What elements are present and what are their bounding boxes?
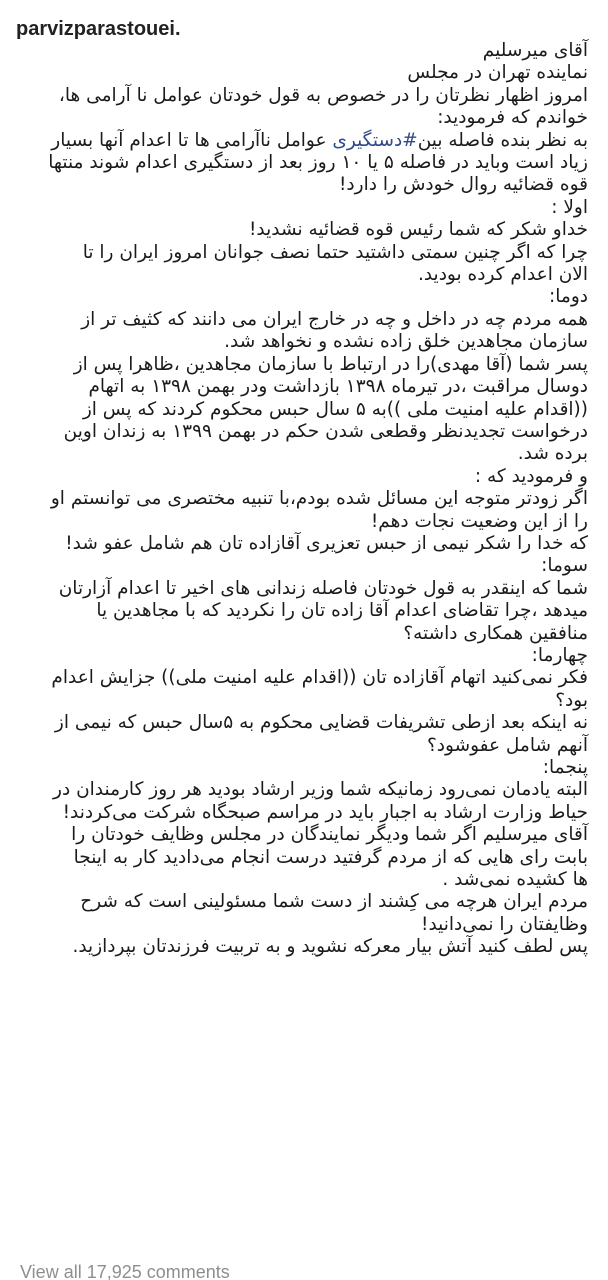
username-link[interactable]: parvizparastouei [16,17,175,40]
caption-line: امروز اظهار نظرتان را در خصوص به قول خودتان عوامل نا آرامی ها، [58,84,588,106]
caption-line: سازمان مجاهدین خلق زاده نشده و نخواهد شد. [224,331,588,353]
caption-line: سوما: [541,555,588,577]
caption-line: ها کشیده نمی‌شد . [442,869,588,891]
caption-line: آقای میرسلیم [482,40,588,61]
caption-line: دوما: [549,286,588,308]
caption-line: میدهد ،چرا تقاضای اعدام آقا زاده تان را نکردید که با مجاهدین یا [96,600,588,622]
caption-line: فکر نمی‌کنید اتهام آقازاده تان ((اقدام علیه امنیت ملی)) جزایش اعدام [51,667,588,689]
hashtag-link[interactable]: #دستگیری [332,129,418,151]
caption-line: آنهم شامل عفوشود؟ [426,734,588,756]
caption-line: بود؟ [555,689,588,711]
caption-text: به نظر بنده فاصله بین [417,129,588,151]
caption-line: وظایفتان را نمی‌دانید! [421,913,588,935]
caption-line: خواندم که فرمودید: [437,107,588,129]
caption-line: اگر زودتر متوجه این مسائل شده بودم،با تنبیه مختصری می توانستم او [50,488,588,510]
caption-line: زیاد است وباید در فاصله ۵ یا ۱۰ روز بعد از دستگیری اعدام شوند منتها [48,152,588,174]
caption-line: نماینده تهران در مجلس [407,62,588,84]
caption-line: البته یادمان نمی‌رود زمانیکه شما وزیر ارشاد بودید هر روز کارمندان در [53,779,588,801]
caption-line: ((اقدام علیه امنیت ملی ))به ۵ سال حبس محکوم کردند که پس از [82,398,588,420]
caption-line: را از این وضعیت نجات دهم! [370,510,588,532]
caption-line: قوه قضائیه روال خودش را دارد! [339,174,588,196]
caption-line: اولا : [551,196,588,218]
caption-line: چهارما: [531,644,588,666]
caption-line: برده شد. [517,443,588,465]
caption-line: پس لطف کنید آتش بیار معرکه نشوید و به تربیت فرزندتان بپردازید. [72,936,588,958]
caption-line: الان اعدام کرده بودید. [417,264,588,286]
caption-line: بابت رای هایی که از مردم گرفتید درست انجام می‌دادید کار به اینجا [73,846,588,868]
caption-line: دوسال مراقبت ،در تیرماه ۱۳۹۸ بازداشت ودر بهمن ۱۳۹۸ به اتهام [88,376,588,398]
caption-line: حیاط وزارت ارشاد به اجبار باید در مراسم صبحگاه شرکت می‌کردند! [62,801,588,823]
caption-line: آقای میرسلیم اگر شما ودیگر نمایندگان در مجلس وظایف خودتان را [71,824,588,846]
caption-line: که خدا را شکر نیمی از حبس تعزیری آقازاده تان هم شامل عفو شد! [65,532,588,554]
caption-line: پنجما: [542,757,588,778]
caption-line: درخواست تجدیدنظر وقطعی شدن حکم در بهمن ۱۳۹۹ به زندان اوین [63,420,588,442]
post-caption [18,40,588,959]
view-comments-link[interactable]: View all 17,925 comments [20,1262,230,1280]
caption-line: پسر شما (آقا مهدی)را در ارتباط با سازمان مجاهدین ،ظاهرا پس از [73,353,588,375]
caption-line: شما که اینقدر به قول خودتان فاصله زندانی های اخیر تا اعدام آزارتان [58,577,588,599]
username-suffix: . [174,17,181,40]
caption-line: همه مردم چه در داخل و چه در خارج ایران می دانند که کثیف تر از [81,308,588,330]
caption-line: و فرمودید که : [474,465,588,487]
caption-line: مردم ایران هرچه می کِشند از دست شما مسئولینی است که شرح [80,891,588,913]
caption-line [18,130,588,152]
caption-text: عوامل ناآرامی ها تا اعدام آنها بسیار [51,129,333,151]
caption-line: نه اینکه بعد ازطی تشریفات قضایی محکوم به ۵سال حبس که نیمی از [54,712,588,734]
caption-line: منافقین همکاری داشته؟ [403,622,588,644]
caption-line: چرا که اگر چنین سمتی داشتید حتما نصف جوانان امروز ایران را تا [82,241,588,263]
caption-line: خداو شکر که شما رئیس قوه قضائیه نشدید! [248,219,588,241]
